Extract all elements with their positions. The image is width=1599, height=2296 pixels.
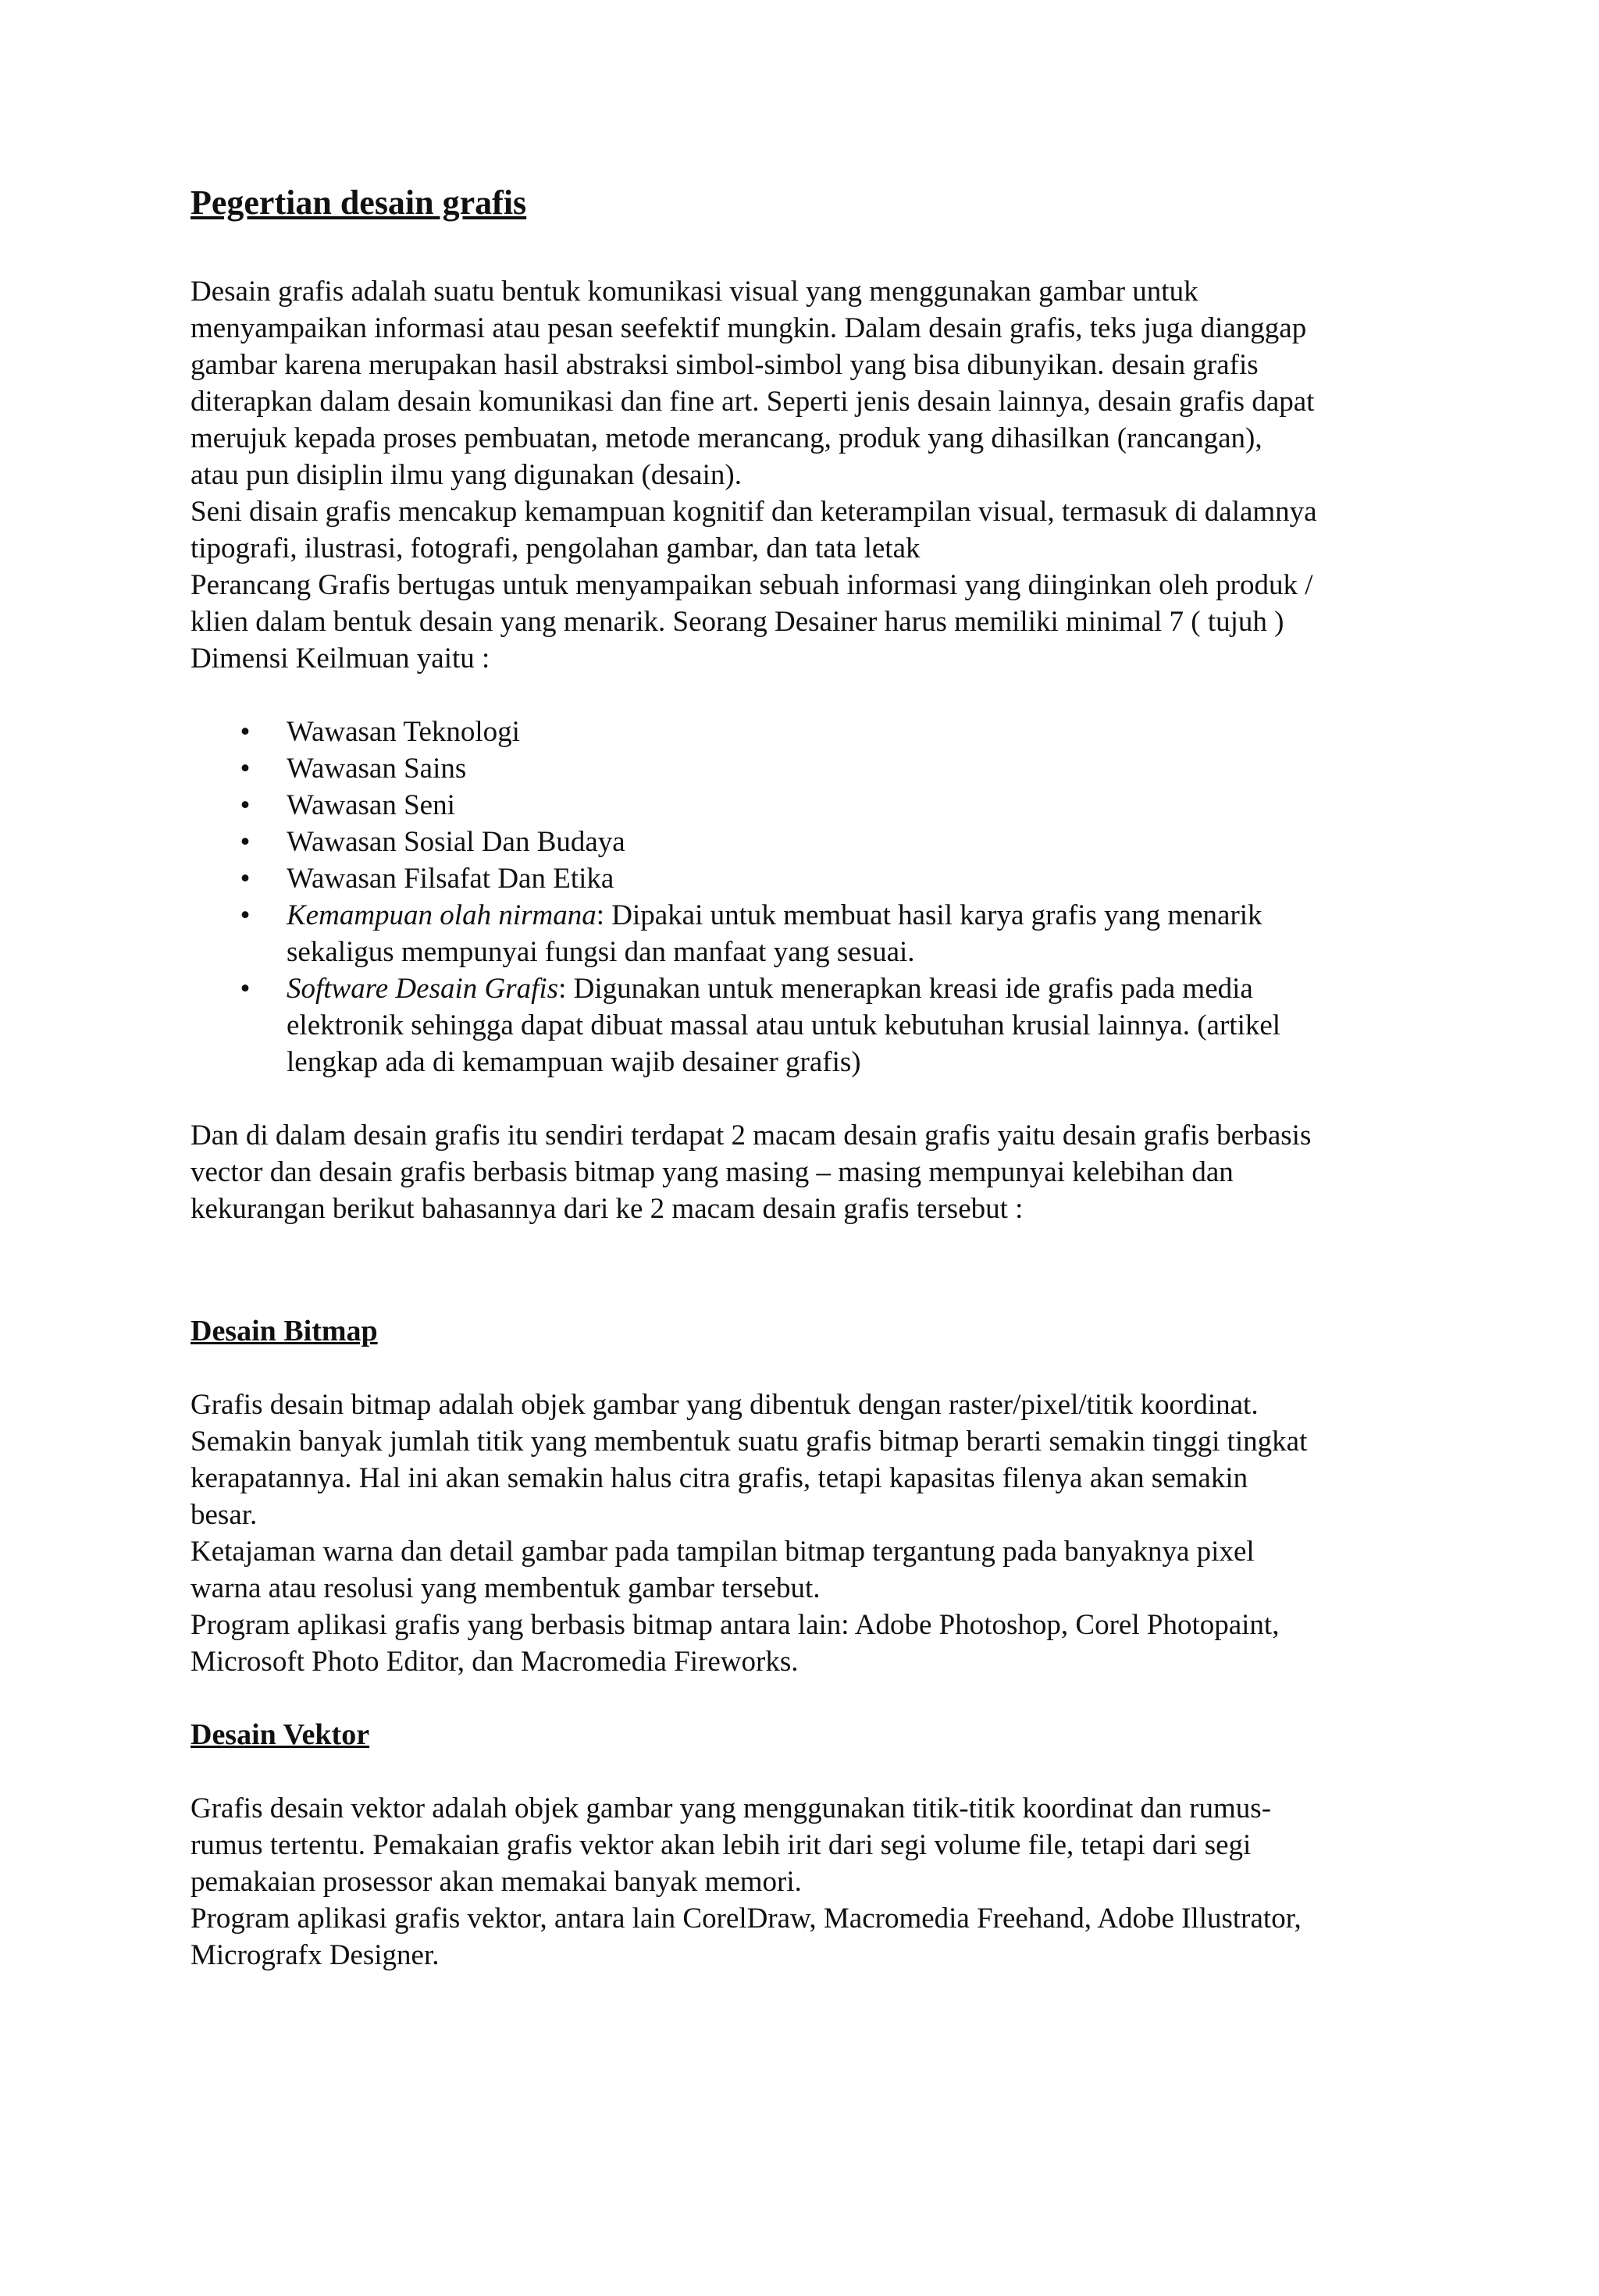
list-item	[237, 750, 1424, 787]
text-line: besar.	[191, 1499, 258, 1531]
bullet-icon: •	[240, 789, 251, 821]
bullet-icon: •	[240, 716, 251, 748]
list-item	[237, 970, 1424, 1080]
list-item-text: elektronik sehingga dapat dibuat massal atau untuk kebutuhan krusial lainnya. (artikel	[287, 1009, 1281, 1041]
list-item-text: Wawasan Teknologi	[287, 716, 520, 748]
text-line: pemakaian prosessor akan memakai banyak memori.	[191, 1866, 802, 1898]
text-line: atau pun disiplin ilmu yang digunakan (desain).	[191, 459, 742, 491]
bullet-icon: •	[240, 826, 251, 858]
text-line: gambar karena merupakan hasil abstraksi simbol-simbol yang bisa dibunyikan. desain grafis	[191, 349, 1259, 381]
text-line: merujuk kepada proses pembuatan, metode merancang, produk yang dihasilkan (rancangan),	[191, 422, 1262, 454]
list-item	[237, 787, 1424, 824]
list-item-text: Wawasan Seni	[287, 789, 455, 821]
text-line: kerapatannya. Hal ini akan semakin halus citra grafis, tetapi kapasitas filenya akan semakin	[191, 1462, 1248, 1494]
section-heading-bitmap: Desain Bitmap	[191, 1315, 378, 1347]
text-line: Perancang Grafis bertugas untuk menyampaikan sebuah informasi yang diinginkan oleh produk /	[191, 569, 1313, 601]
text-line: Grafis desain bitmap adalah objek gambar yang dibentuk dengan raster/pixel/titik koordinat.	[191, 1389, 1259, 1421]
list-item-text: Wawasan Sosial Dan Budaya	[287, 826, 625, 858]
spacer	[191, 1680, 1424, 1717]
text-line: Micrografx Designer.	[191, 1939, 440, 1971]
list-item-desc: : Digunakan untuk menerapkan kreasi ide grafis pada media	[558, 973, 1253, 1005]
text-line: Program aplikasi grafis yang berbasis bitmap antara lain: Adobe Photoshop, Corel Photopaint,	[191, 1609, 1280, 1641]
text-line: Program aplikasi grafis vektor, antara lain CorelDraw, Macromedia Freehand, Adobe Illustrator,	[191, 1903, 1302, 1935]
list-item	[237, 714, 1424, 750]
text-line: kekurangan berikut bahasannya dari ke 2 macam desain grafis tersebut :	[191, 1193, 1024, 1225]
spacer	[191, 1301, 1424, 1313]
bullet-icon: •	[240, 899, 251, 931]
list-item-text: lengkap ada di kemampuan wajib desainer grafis)	[287, 1046, 861, 1078]
section-heading-vektor: Desain Vektor	[191, 1718, 370, 1751]
text-line: tipografi, ilustrasi, fotografi, pengolahan gambar, dan tata letak	[191, 532, 921, 564]
bullet-icon: •	[240, 973, 251, 1005]
list-item-text	[287, 970, 1424, 1007]
spacer	[191, 677, 1424, 714]
list-item-text	[287, 897, 1424, 934]
text-line: vector dan desain grafis berbasis bitmap yang masing – masing mempunyai kelebihan dan	[191, 1156, 1234, 1188]
text-line: diterapkan dalam desain komunikasi dan fine art. Seperti jenis desain lainnya, desain grafis dapat	[191, 386, 1315, 418]
text-line: rumus tertentu. Pemakaian grafis vektor akan lebih irit dari segi volume file, tetapi dari segi	[191, 1829, 1252, 1861]
text-line: klien dalam bentuk desain yang menarik. Seorang Desainer harus memiliki minimal 7 ( tujuh )	[191, 606, 1284, 638]
list-item	[237, 860, 1424, 897]
spacer	[191, 1080, 1424, 1117]
bullet-icon: •	[240, 863, 251, 895]
dimensi-keilmuan-list	[191, 714, 1424, 1080]
text-line: Grafis desain vektor adalah objek gambar yang menggunakan titik-titik koordinat dan rumus-	[191, 1792, 1272, 1824]
list-item-text: Wawasan Filsafat Dan Etika	[287, 863, 614, 895]
page-title: Pegertian desain grafis	[191, 183, 527, 222]
text-line: menyampaikan informasi atau pesan seefektif mungkin. Dalam desain grafis, teks juga dianggap	[191, 312, 1307, 344]
bitmap-paragraph	[191, 1386, 1424, 1680]
text-line: Desain grafis adalah suatu bentuk komunikasi visual yang menggunakan gambar untuk	[191, 276, 1198, 308]
text-line: Microsoft Photo Editor, dan Macromedia Fireworks.	[191, 1646, 799, 1678]
closing-paragraph	[191, 1117, 1424, 1227]
list-item	[237, 824, 1424, 860]
list-item-text: Wawasan Sains	[287, 753, 467, 785]
document-body	[191, 181, 1424, 1974]
spacer	[191, 1227, 1424, 1301]
text-line: Semakin banyak jumlah titik yang membentuk suatu grafis bitmap berarti semakin tinggi tingkat	[191, 1426, 1308, 1458]
list-item	[237, 897, 1424, 970]
text-line: warna atau resolusi yang membentuk gambar tersebut.	[191, 1572, 821, 1604]
text-line: Dan di dalam desain grafis itu sendiri terdapat 2 macam desain grafis yaitu desain grafis berbasis	[191, 1120, 1312, 1152]
vektor-paragraph	[191, 1790, 1424, 1974]
list-item-text: sekaligus mempunyai fungsi dan manfaat yang sesuai.	[287, 936, 915, 968]
list-item-term: Kemampuan olah nirmana	[287, 899, 597, 931]
list-item-term: Software Desain Grafis	[287, 973, 559, 1005]
list-item-desc: : Dipakai untuk membuat hasil karya grafis yang menarik	[596, 899, 1262, 931]
text-line: Seni disain grafis mencakup kemampuan kognitif dan keterampilan visual, termasuk di dalamnya	[191, 496, 1317, 528]
bullet-icon: •	[240, 753, 251, 785]
intro-paragraph	[191, 273, 1424, 677]
text-line: Dimensi Keilmuan yaitu :	[191, 643, 490, 675]
text-line: Ketajaman warna dan detail gambar pada tampilan bitmap tergantung pada banyaknya pixel	[191, 1536, 1255, 1568]
